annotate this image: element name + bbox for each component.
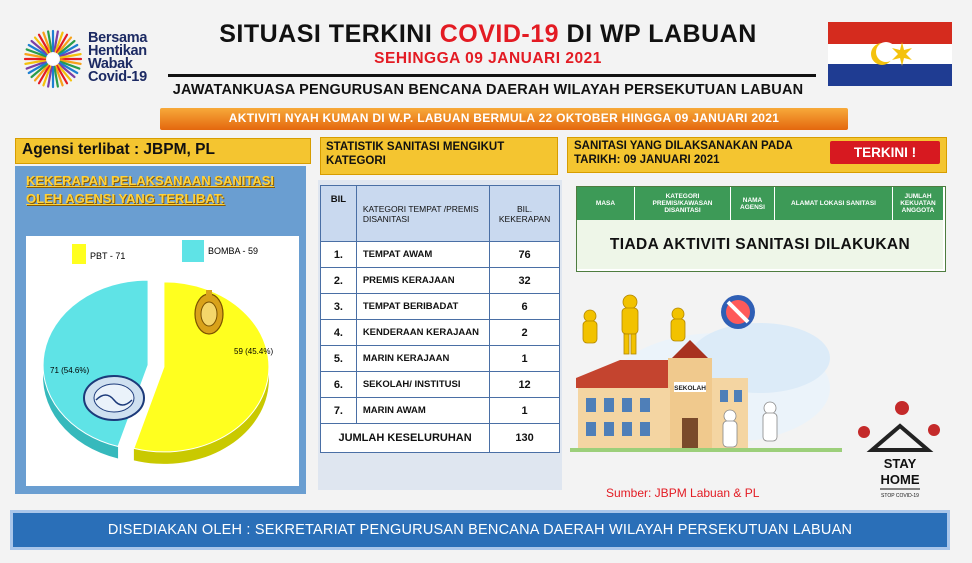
row-category: TEMPAT AWAM (356, 242, 489, 268)
no-activity-message: TIADA AKTIVITI SANITASI DILAKUKAN (609, 236, 911, 253)
col-header-alamat: ALAMAT LOKASI SANITASI (775, 187, 893, 220)
row-value: 32 (490, 268, 560, 294)
divider (168, 74, 816, 77)
col-header-masa: MASA (577, 187, 635, 220)
table-row (321, 346, 560, 372)
row-category: PREMIS KERAJAAN (356, 268, 489, 294)
sanitation-table-header (577, 187, 943, 220)
row-value: 2 (490, 320, 560, 346)
row-no: 3. (321, 294, 357, 320)
row-no: 5. (321, 346, 357, 372)
row-no: 7. (321, 398, 357, 424)
sunburst-icon (22, 28, 84, 90)
page-subtitle: SEHINGGA 09 JANUARI 2021 (374, 50, 602, 67)
page-title: SITUASI TERKINI COVID-19 DI WP LABUAN (219, 20, 757, 48)
row-value: 1 (490, 346, 560, 372)
stat-title: STATISTIK SANITASI MENGIKUT KATEGORI (326, 141, 505, 167)
home-text: HOME (880, 472, 920, 487)
row-value: 6 (490, 294, 560, 320)
virus-cluster-icon (858, 401, 940, 438)
table-row (321, 242, 560, 268)
pie-chart-container (26, 236, 299, 486)
sanitation-illustration (570, 278, 842, 478)
labuan-flag-icon (828, 22, 952, 86)
data-label-bomba: 59 (45.4%) (234, 347, 274, 356)
data-label-pbt: 71 (54.6%) (50, 366, 90, 375)
row-no: 1. (321, 242, 357, 268)
pie-chart (26, 236, 299, 486)
row-category: SEKOLAH/ INSTITUSI (356, 372, 489, 398)
table-header-row (321, 186, 560, 242)
col-header-anggota: JUMLAH KEKUATAN ANGGOTA (893, 187, 943, 220)
table-row (321, 268, 560, 294)
row-category: KENDERAAN KERAJAAN (356, 320, 489, 346)
sanitation-title: SANITASI YANG DILAKSANAKAN PADA TARIKH: 09 JANUARI 2021 (574, 140, 793, 166)
row-no: 6. (321, 372, 357, 398)
table-row (321, 320, 560, 346)
row-value: 12 (490, 372, 560, 398)
row-value: 76 (490, 242, 560, 268)
campaign-logo (22, 26, 162, 96)
virus-icon (721, 295, 755, 329)
col-header-agensi: NAMA AGENSI (731, 187, 775, 220)
organisation-name: JAWATANKUASA PENGURUSAN BENCANA DAERAH WILAYAH PERSEKUTUAN LABUAN (172, 82, 804, 98)
col-header-kategori: KATEGORI PREMIS/KAWASAN DISANITASI (635, 187, 731, 220)
table-row (321, 372, 560, 398)
row-category: MARIN KERAJAAN (356, 346, 489, 372)
row-no: 4. (321, 320, 357, 346)
legend-label-pbt: PBT - 71 (90, 251, 126, 261)
table-total-row (321, 424, 560, 453)
total-value: 130 (490, 424, 560, 453)
legend-swatch-pbt (72, 244, 86, 264)
pbt-emblem-icon (84, 376, 144, 420)
total-label: JUMLAH KESELURUHAN (321, 424, 490, 453)
legend-swatch-bomba (182, 240, 204, 262)
col-header-kekerapan: BIL. KEKERAPAN (490, 186, 560, 242)
row-category: MARIN AWAM (356, 398, 489, 424)
house-icon (872, 426, 928, 450)
school-sign: SEKOLAH (674, 385, 706, 392)
table-row (321, 398, 560, 424)
row-category: TEMPAT BERIBADAT (356, 294, 489, 320)
footer-text: DISEDIAKAN OLEH : SEKRETARIAT PENGURUSAN BENCANA DAERAH WILAYAH PERSEKUTUAN LABUAN (107, 522, 853, 538)
row-no: 2. (321, 268, 357, 294)
stay-home-badge (854, 398, 946, 502)
table-row (321, 294, 560, 320)
row-value: 1 (490, 398, 560, 424)
stay-text: STAY (883, 456, 917, 471)
legend-label-bomba: BOMBA - 59 (208, 246, 259, 256)
stop-covid-text: STOP COVID-19 (881, 493, 919, 499)
col-header-kategori: KATEGORI TEMPAT /PREMIS DISANITASI (356, 186, 489, 242)
agency-label: Agensi terlibat : JBPM, PL (22, 141, 215, 158)
source-note: Sumber: JBPM Labuan & PL (606, 486, 760, 500)
stat-table (320, 185, 560, 453)
col-header-bil: BIL (321, 186, 357, 242)
activity-banner-text: AKTIVITI NYAH KUMAN DI W.P. LABUAN BERMULA 22 OKTOBER HINGGA 09 JANUARI 2021 (228, 111, 780, 125)
agency-panel-title: KEKERAPAN PELAKSANAAN SANITASI OLEH AGENSI YANG TERLIBAT: (26, 173, 274, 206)
logo-text: Bersama Hentikan Wabak Covid-19 (88, 30, 148, 85)
terkini-badge: TERKINI ! (830, 141, 940, 164)
